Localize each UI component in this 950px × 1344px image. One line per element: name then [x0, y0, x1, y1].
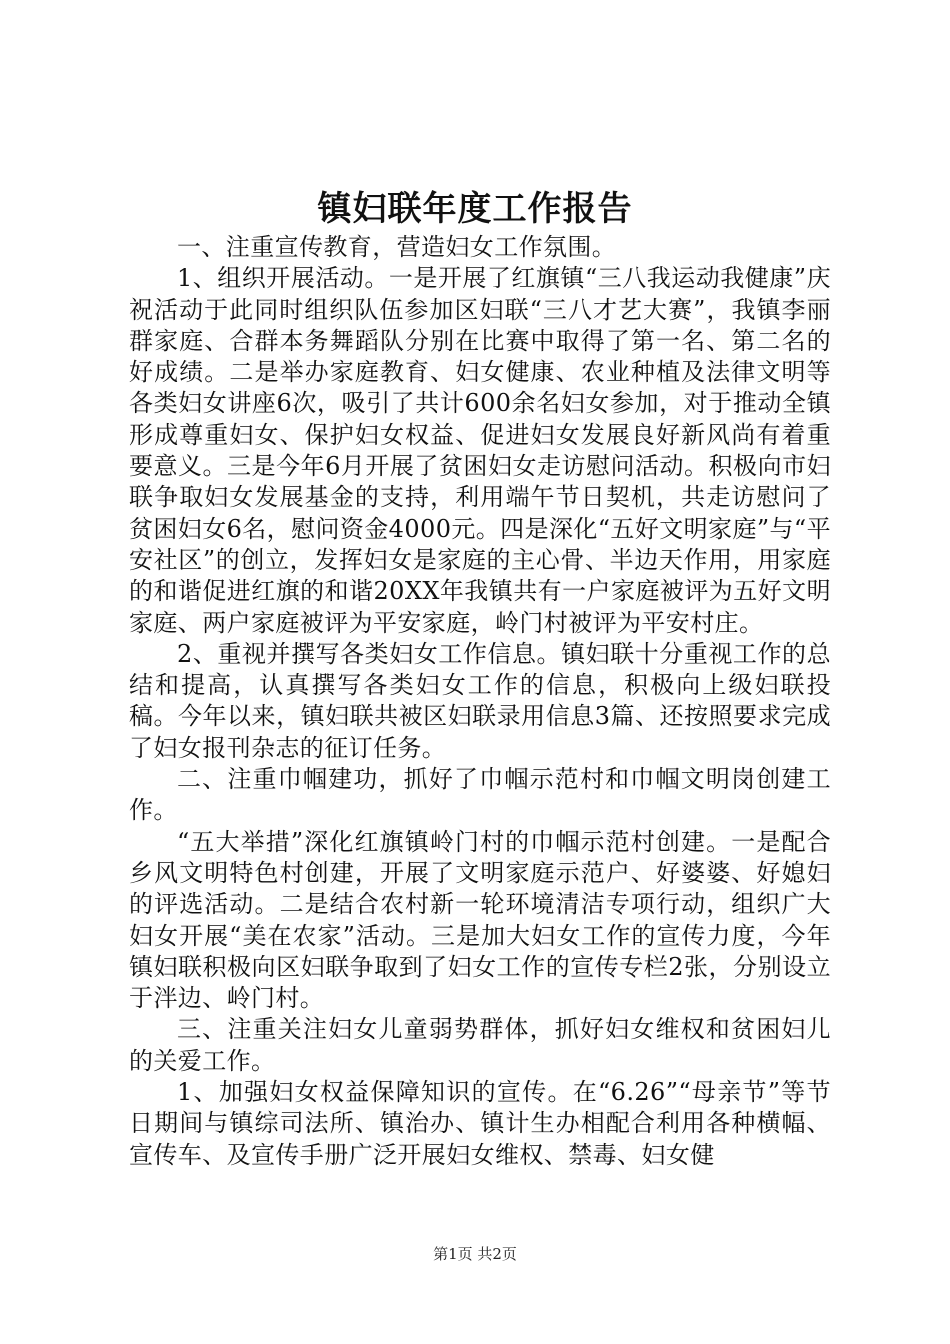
page-footer: 第1页 共2页 — [433, 1245, 517, 1263]
section-heading-3: 三、注重关注妇女儿童弱势群体，抓好妇女维权和贫困妇儿的关爱工作。 — [129, 1015, 831, 1075]
paragraph-five-measures: “五大举措”深化红旗镇岭门村的巾帼示范村创建。一是配合乡风文明特色村创建，开展了文明家庭示范户、好婆婆、好媳妇的评选活动。二是结合农村新一轮环境清洁专项行动，组织广大妇女开展“美在农家”活动。三是加大妇女工作的宣传力度，今年镇妇联积极向区妇联争取到了妇女工作的宣传专栏2张，分别设立于泮边、岭门村。 — [129, 827, 831, 1013]
section-heading-2: 二、注重巾帼建功，抓好了巾帼示范村和巾帼文明岗创建工作。 — [129, 765, 831, 825]
paragraph-information: 2、重视并撰写各类妇女工作信息。镇妇联十分重视工作的总结和提高，认真撰写各类妇女工作的信息，积极向上级妇联投稿。今年以来，镇妇联共被区妇联录用信息3篇、还按照要求完成了妇女报刊杂志的征订任务。 — [129, 639, 831, 762]
document-body — [129, 232, 831, 1171]
paragraph-rights-publicity: 1、加强妇女权益保障知识的宣传。在“6.26”“母亲节”等节日期间与镇综司法所、镇治办、镇计生办相配合利用各种横幅、宣传车、及宣传手册广泛开展妇女维权、禁毒、妇女健 — [129, 1078, 831, 1169]
document-title: 镇妇联年度工作报告 — [317, 189, 633, 229]
section-heading-1: 一、注重宣传教育，营造妇女工作氛围。 — [177, 233, 617, 261]
paragraph-activities: 1、组织开展活动。一是开展了红旗镇“三八我运动我健康”庆祝活动于此同时组织队伍参加区妇联“三八才艺大赛”，我镇李丽群家庭、合群本务舞蹈队分别在比赛中取得了第一名、第二名的好成绩。二是举办家庭教育、妇女健康、农业种植及法律文明等各类妇女讲座6次，吸引了共计600余名妇女参加，对于推动全镇形成尊重妇女、保护妇女权益、促进妇女发展良好新风尚有着重要意义。三是今年6月开展了贫困妇女走访慰问活动。积极向市妇联争取妇女发展基金的支持，利用端午节日契机，共走访慰问了贫困妇女6名，慰问资金4000元。四是深化“五好文明家庭”与“平安社区”的创立，发挥妇女是家庭的主心骨、半边天作用，用家庭的和谐促进红旗的和谐20XX年我镇共有一户家庭被评为五好文明家庭、两户家庭被评为平安家庭，岭门村被评为平安村庄。 — [129, 264, 831, 637]
